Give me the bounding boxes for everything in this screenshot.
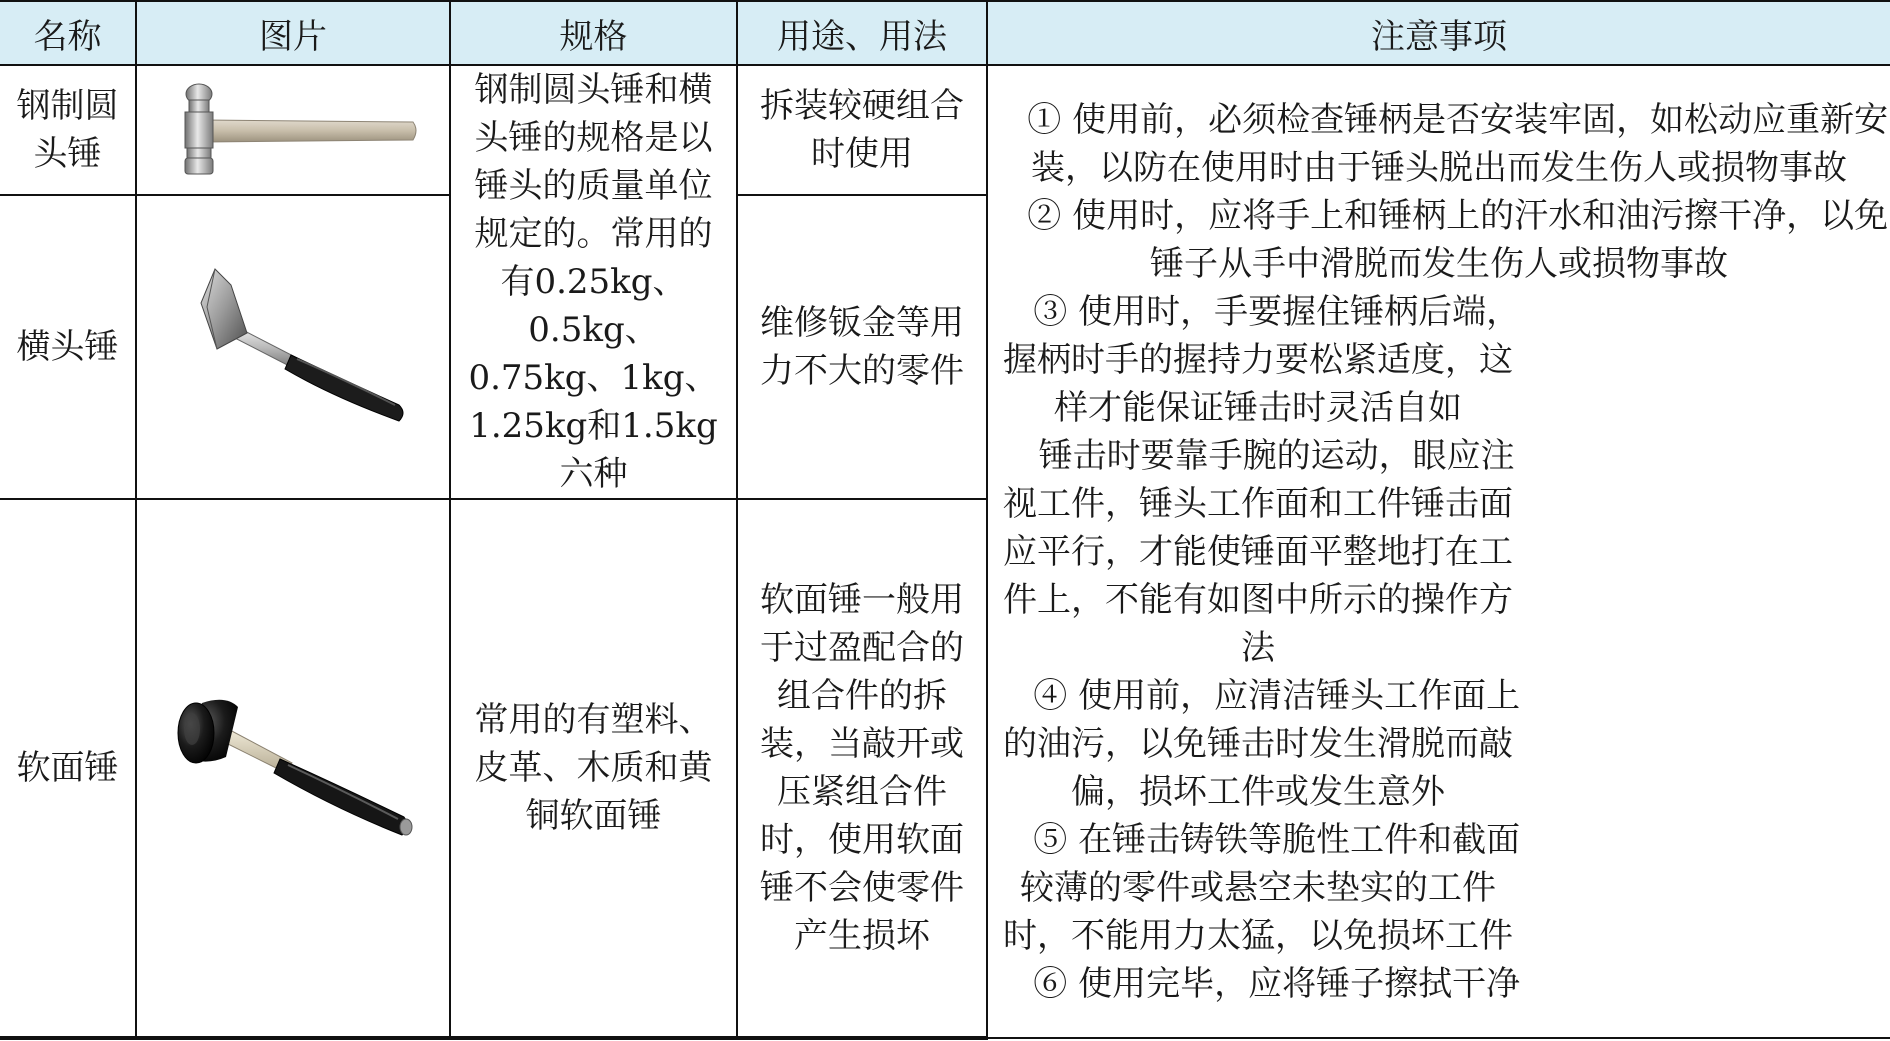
tool-name: 钢制圆头锤 [16,86,119,175]
ball-peen-hammer-icon [163,82,423,178]
table-row [0,65,1890,195]
header-name: 名称 [0,1,136,65]
cell-spec [450,499,737,1038]
note-1: ① 使用前，必须检查锤柄是否安装牢固，如松动应重新安装，以防在使用时由于锤头脱出而发生伤人或损物事故 [1027,99,1889,188]
cell-picture [136,499,450,1038]
usage-text: 拆装较硬组合时使用 [760,86,964,175]
note-3: ③ 使用时，手要握住锤柄后端，握柄时手的握持力要松紧适度，这样才能保证锤击时灵活自如 [1003,291,1521,428]
header-usage: 用途、用法 [737,1,987,65]
table-header-row [0,1,1890,65]
cell-notes [987,65,1890,1038]
usage-text: 维修钣金等用力不大的零件 [760,303,964,392]
cell-picture [136,195,450,499]
cell-usage [737,65,987,195]
header-spec: 规格 [450,1,737,65]
cell-usage [737,499,987,1038]
tool-name: 横头锤 [16,327,119,368]
cell-usage [737,195,987,499]
note-4: ④ 使用前，应清洁锤头工作面上的油污，以免锤击时发生滑脱而敲偏，损坏工件或发生意外 [1003,675,1521,812]
header-picture: 图片 [136,1,450,65]
note-3-continued: 锤击时要靠手腕的运动，眼应注视工件，锤头工作面和工件锤击面应平行，才能使锤面平整地打在工件上，不能有如图中所示的操作方法 [1003,435,1515,668]
cell-shared-spec [450,65,737,499]
header-notes: 注意事项 [987,1,1890,65]
cell-picture [136,65,450,195]
soft-face-mallet-icon [168,693,418,843]
cross-peen-hammer-icon [173,267,413,427]
usage-text: 软面锤一般用于过盈配合的组合件的拆装，当敲开或压紧组合件时，使用软面锤不会使零件产生损坏 [760,580,964,956]
cell-name [0,499,136,1038]
note-6: ⑥ 使用完毕，应将锤子擦拭干净 [1033,963,1521,1004]
note-2: ② 使用时，应将手上和锤柄上的汗水和油污擦干净，以免锤子从手中滑脱而发生伤人或损物事故 [1027,195,1889,284]
cell-name [0,65,136,195]
tool-name: 软面锤 [16,748,119,788]
shared-spec-text: 钢制圆头锤和横头锤的规格是以锤头的质量单位规定的。常用的有0.25kg、0.5kg、0.75kg、1kg、1.25kg和1.5kg六种 [468,70,719,494]
note-5: ⑤ 在锤击铸铁等脆性工件和截面较薄的零件或悬空未垫实的工件时，不能用力太猛，以免损坏工件 [1003,819,1521,956]
spec-text: 常用的有塑料、皮革、木质和黄铜软面锤 [474,700,713,836]
cell-name [0,195,136,499]
